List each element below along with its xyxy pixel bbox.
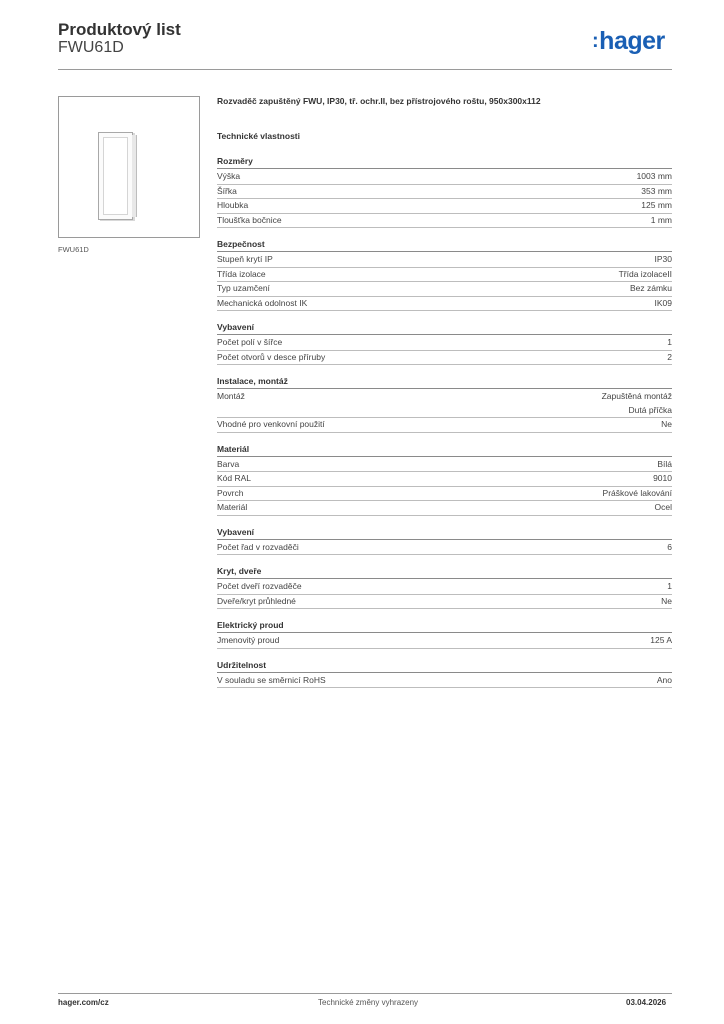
spec-label: Montáž xyxy=(217,391,245,401)
product-description: Rozvaděč zapuštěný FWU, IP30, tř. ochr.II, bez přístrojového roštu, 950x300x112 xyxy=(217,96,541,106)
spec-label: Vhodné pro venkovní použití xyxy=(217,419,325,429)
spec-value: 6 xyxy=(667,541,672,552)
spec-label: Počet otvorů v desce příruby xyxy=(217,351,326,362)
header-divider xyxy=(58,69,672,70)
spec-label: Mechanická odolnost IK xyxy=(217,297,308,308)
spec-label: Šířka xyxy=(217,185,237,196)
tech-heading: Technické vlastnosti xyxy=(217,131,300,141)
section-title: Vybavení xyxy=(217,321,672,335)
spec-label: V souladu se směrnicí RoHS xyxy=(217,674,326,685)
spec-section xyxy=(217,619,672,649)
section-title: Elektrický proud xyxy=(217,619,672,633)
spec-label: Tloušťka bočnice xyxy=(217,214,282,225)
spec-row xyxy=(217,674,672,689)
spec-value: 125 A xyxy=(650,635,672,645)
section-title: Udržitelnost xyxy=(217,659,672,673)
spec-value: Práškové lakování xyxy=(602,487,672,498)
spec-label: Jmenovitý proud xyxy=(217,635,280,645)
spec-value: Bílá xyxy=(657,458,672,469)
spec-value: IP30 xyxy=(654,254,672,264)
section-title: Materiál xyxy=(217,443,672,457)
logo-dots-icon: : xyxy=(592,30,599,52)
spec-row xyxy=(217,351,672,366)
spec-label: Počet polí v šířce xyxy=(217,337,283,347)
spec-label: Třída izolace xyxy=(217,268,266,279)
footer-website: hager.com/cz xyxy=(58,998,109,1007)
spec-value: 353 mm xyxy=(641,185,672,196)
spec-value: 1 mm xyxy=(650,214,672,225)
spec-section xyxy=(217,238,672,311)
spec-row xyxy=(217,214,672,229)
spec-label: Počet řad v rozvaděči xyxy=(217,541,299,552)
section-title: Vybavení xyxy=(217,526,672,540)
spec-section xyxy=(217,321,672,365)
spec-value: IK09 xyxy=(654,297,672,308)
spec-label: Hloubka xyxy=(217,200,249,210)
spec-label: Dveře/kryt průhledné xyxy=(217,595,296,606)
spec-row xyxy=(217,170,672,185)
spec-row xyxy=(217,595,672,610)
spec-value: 1 xyxy=(667,581,672,591)
spec-section xyxy=(217,375,672,433)
spec-section xyxy=(217,443,672,516)
spec-row xyxy=(217,199,672,214)
spec-row xyxy=(217,297,672,312)
spec-value: 1003 mm xyxy=(636,171,672,181)
spec-label: Barva xyxy=(217,458,240,469)
section-title: Rozměry xyxy=(217,155,672,169)
spec-label: Typ uzamčení xyxy=(217,283,270,293)
spec-row xyxy=(217,336,672,351)
spec-value: 1 xyxy=(667,337,672,347)
spec-label: Kód RAL xyxy=(217,473,252,483)
section-title: Instalace, montáž xyxy=(217,375,672,389)
spec-row xyxy=(217,253,672,268)
cabinet-side xyxy=(132,135,137,217)
spec-value: Zapuštěná montáž Dutá příčka xyxy=(601,391,672,415)
spec-row xyxy=(217,501,672,516)
spec-row xyxy=(217,634,672,649)
spec-label: Materiál xyxy=(217,502,248,512)
spec-value: Bez zámku xyxy=(629,283,672,293)
section-title: Bezpečnost xyxy=(217,238,672,252)
spec-value: Ne xyxy=(661,595,672,606)
cabinet-door xyxy=(103,137,128,215)
spec-row xyxy=(217,185,672,200)
spec-value: Ano xyxy=(656,674,672,685)
spec-label: Povrch xyxy=(217,487,244,498)
spec-row xyxy=(217,487,672,502)
spec-row xyxy=(217,472,672,487)
footer-divider xyxy=(58,993,672,994)
spec-value: 9010 xyxy=(653,473,672,483)
product-image xyxy=(58,96,200,238)
spec-row xyxy=(217,282,672,297)
spec-section xyxy=(217,155,672,228)
image-caption: FWU61D xyxy=(58,245,89,254)
footer-date: 03.04.2026 xyxy=(626,998,667,1007)
spec-value: 125 mm xyxy=(641,200,672,210)
spec-row xyxy=(217,541,672,556)
spec-value: Třída izolaceII xyxy=(618,268,672,279)
spec-row xyxy=(217,580,672,595)
spec-value: Ne xyxy=(661,419,672,429)
cabinet-illustration xyxy=(98,132,133,220)
specifications xyxy=(217,96,672,688)
section-title: Kryt, dveře xyxy=(217,565,672,579)
product-code: FWU61D xyxy=(58,39,124,56)
spec-value: 2 xyxy=(667,351,672,362)
logo-text: hager xyxy=(599,27,665,55)
footer-notice: Technické změny vyhrazeny xyxy=(318,998,419,1007)
spec-row xyxy=(217,418,672,433)
spec-section xyxy=(217,659,672,689)
spec-row xyxy=(217,390,672,418)
spec-row xyxy=(217,458,672,473)
spec-sections xyxy=(217,155,672,688)
spec-label: Výška xyxy=(217,171,241,181)
spec-section xyxy=(217,526,672,556)
spec-row xyxy=(217,268,672,283)
page-title: Produktový list xyxy=(58,20,181,39)
spec-label: Stupeň krytí IP xyxy=(217,254,273,264)
spec-value: Ocel xyxy=(654,502,672,512)
hager-logo xyxy=(592,27,665,56)
spec-label: Počet dveří rozvaděče xyxy=(217,581,302,591)
spec-section xyxy=(217,565,672,609)
